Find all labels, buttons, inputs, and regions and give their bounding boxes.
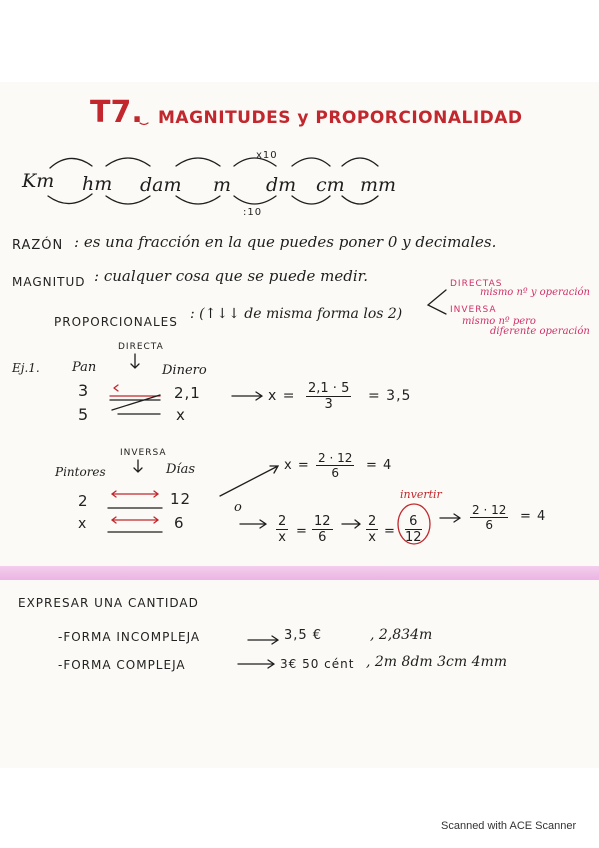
unit-m: m bbox=[213, 174, 232, 196]
ej2-eq-2: = bbox=[384, 524, 396, 539]
ej1-b2: x bbox=[176, 406, 186, 424]
times-ten-label: x10 bbox=[256, 150, 278, 161]
expresar-title: EXPRESAR UNA CANTIDAD bbox=[18, 596, 199, 610]
inversa-desc-2: diferente operación bbox=[490, 326, 590, 337]
unit-mm: mm bbox=[360, 174, 397, 196]
ej1-a2: 5 bbox=[78, 405, 90, 424]
ej1-dinero-header: Dinero bbox=[162, 363, 207, 378]
ej2-frac5-result: = 4 bbox=[520, 509, 547, 524]
ej1-fraction-den: 3 bbox=[324, 397, 333, 412]
unit-dm: dm bbox=[266, 174, 297, 196]
proporcionales-text: : (↑↓↓ de misma forma los 2) bbox=[190, 306, 403, 322]
compleja-example-1: 3€ 50 cént bbox=[280, 657, 355, 671]
magnitud-text: : cualquer cosa que se puede medir. bbox=[94, 267, 368, 285]
ej2-top-den: 6 bbox=[331, 466, 339, 480]
ej2-frac4-num: 6 bbox=[405, 514, 422, 530]
page-title: MAGNITUDES y PROPORCIONALIDAD bbox=[158, 108, 523, 128]
unit-dam: dam bbox=[140, 174, 182, 196]
ej2-top-result: = 4 bbox=[366, 458, 393, 473]
ej1-directa-label: DIRECTA bbox=[118, 342, 164, 352]
ej1-pan-header: Pan bbox=[72, 360, 97, 375]
incompleja-label: -FORMA INCOMPLEJA bbox=[58, 630, 201, 644]
ej2-a1: 2 bbox=[78, 492, 89, 510]
incompleja-example-1: 3,5 € bbox=[284, 628, 323, 643]
ej2-eq-1: = bbox=[296, 524, 308, 539]
proporcionales-label: PROPORCIONALES bbox=[54, 315, 178, 329]
directas-desc: mismo nº y operación bbox=[480, 287, 590, 298]
ej2-invertir-label: invertir bbox=[400, 488, 442, 501]
arrow-top-1 bbox=[50, 158, 92, 168]
unit-hm: hm bbox=[82, 173, 113, 195]
ej2-frac2-den: 6 bbox=[318, 530, 327, 545]
ej2-inversa-label: INVERSA bbox=[120, 448, 167, 458]
unit-km: Km bbox=[22, 170, 55, 192]
ej1-result-prefix: x = bbox=[268, 388, 296, 404]
ej1-result: = 3,5 bbox=[368, 388, 412, 404]
title-number: T7. bbox=[90, 95, 143, 130]
scanner-footer: Scanned with ACE Scanner bbox=[441, 820, 577, 832]
ej2-frac2-num: 12 bbox=[314, 514, 331, 529]
ej2-frac1-den: x bbox=[278, 530, 286, 545]
ej2-dias-header: Días bbox=[166, 462, 196, 477]
ej2-choice: o bbox=[234, 500, 242, 515]
ej2-frac3-num: 2 bbox=[368, 514, 377, 529]
divide-ten-label: :10 bbox=[243, 207, 263, 218]
ej1-b1: 2,1 bbox=[174, 384, 201, 402]
ej2-frac5-num: 2 · 12 bbox=[472, 503, 507, 517]
unit-cm: cm bbox=[316, 174, 345, 196]
ej1-a1: 3 bbox=[78, 381, 90, 400]
ej2-b1: 12 bbox=[170, 490, 192, 508]
ej2-frac3-den: x bbox=[368, 530, 376, 545]
inversa-label: INVERSA bbox=[450, 305, 497, 315]
ej2-frac4-den: 12 bbox=[405, 530, 422, 545]
ej1-label: Ej.1. bbox=[12, 361, 40, 375]
inversa-desc-1: mismo nº pero bbox=[462, 316, 536, 327]
compleja-label: -FORMA COMPLEJA bbox=[58, 658, 186, 672]
razon-text: : es una fracción en la que puedes poner 0 y decimales. bbox=[74, 233, 497, 251]
compleja-example-2: , 2m 8dm 3cm 4mm bbox=[366, 654, 508, 670]
ej2-b2: 6 bbox=[174, 514, 185, 532]
ej1-fraction-num: 2,1 · 5 bbox=[308, 381, 350, 396]
ej2-frac5-den: 6 bbox=[485, 518, 493, 532]
ej2-pintores-header: Pintores bbox=[55, 465, 106, 479]
ej2-a2: x bbox=[78, 516, 88, 532]
incompleja-example-2: , 2,834m bbox=[370, 627, 433, 643]
directas-label: DIRECTAS bbox=[450, 279, 503, 289]
magnitud-label: MAGNITUD bbox=[12, 275, 86, 289]
ej2-top-num: 2 · 12 bbox=[318, 451, 353, 465]
ej2-frac1-num: 2 bbox=[278, 514, 287, 529]
ej2-top-prefix: x = bbox=[284, 458, 310, 473]
razon-label: RAZÓN bbox=[12, 238, 64, 253]
